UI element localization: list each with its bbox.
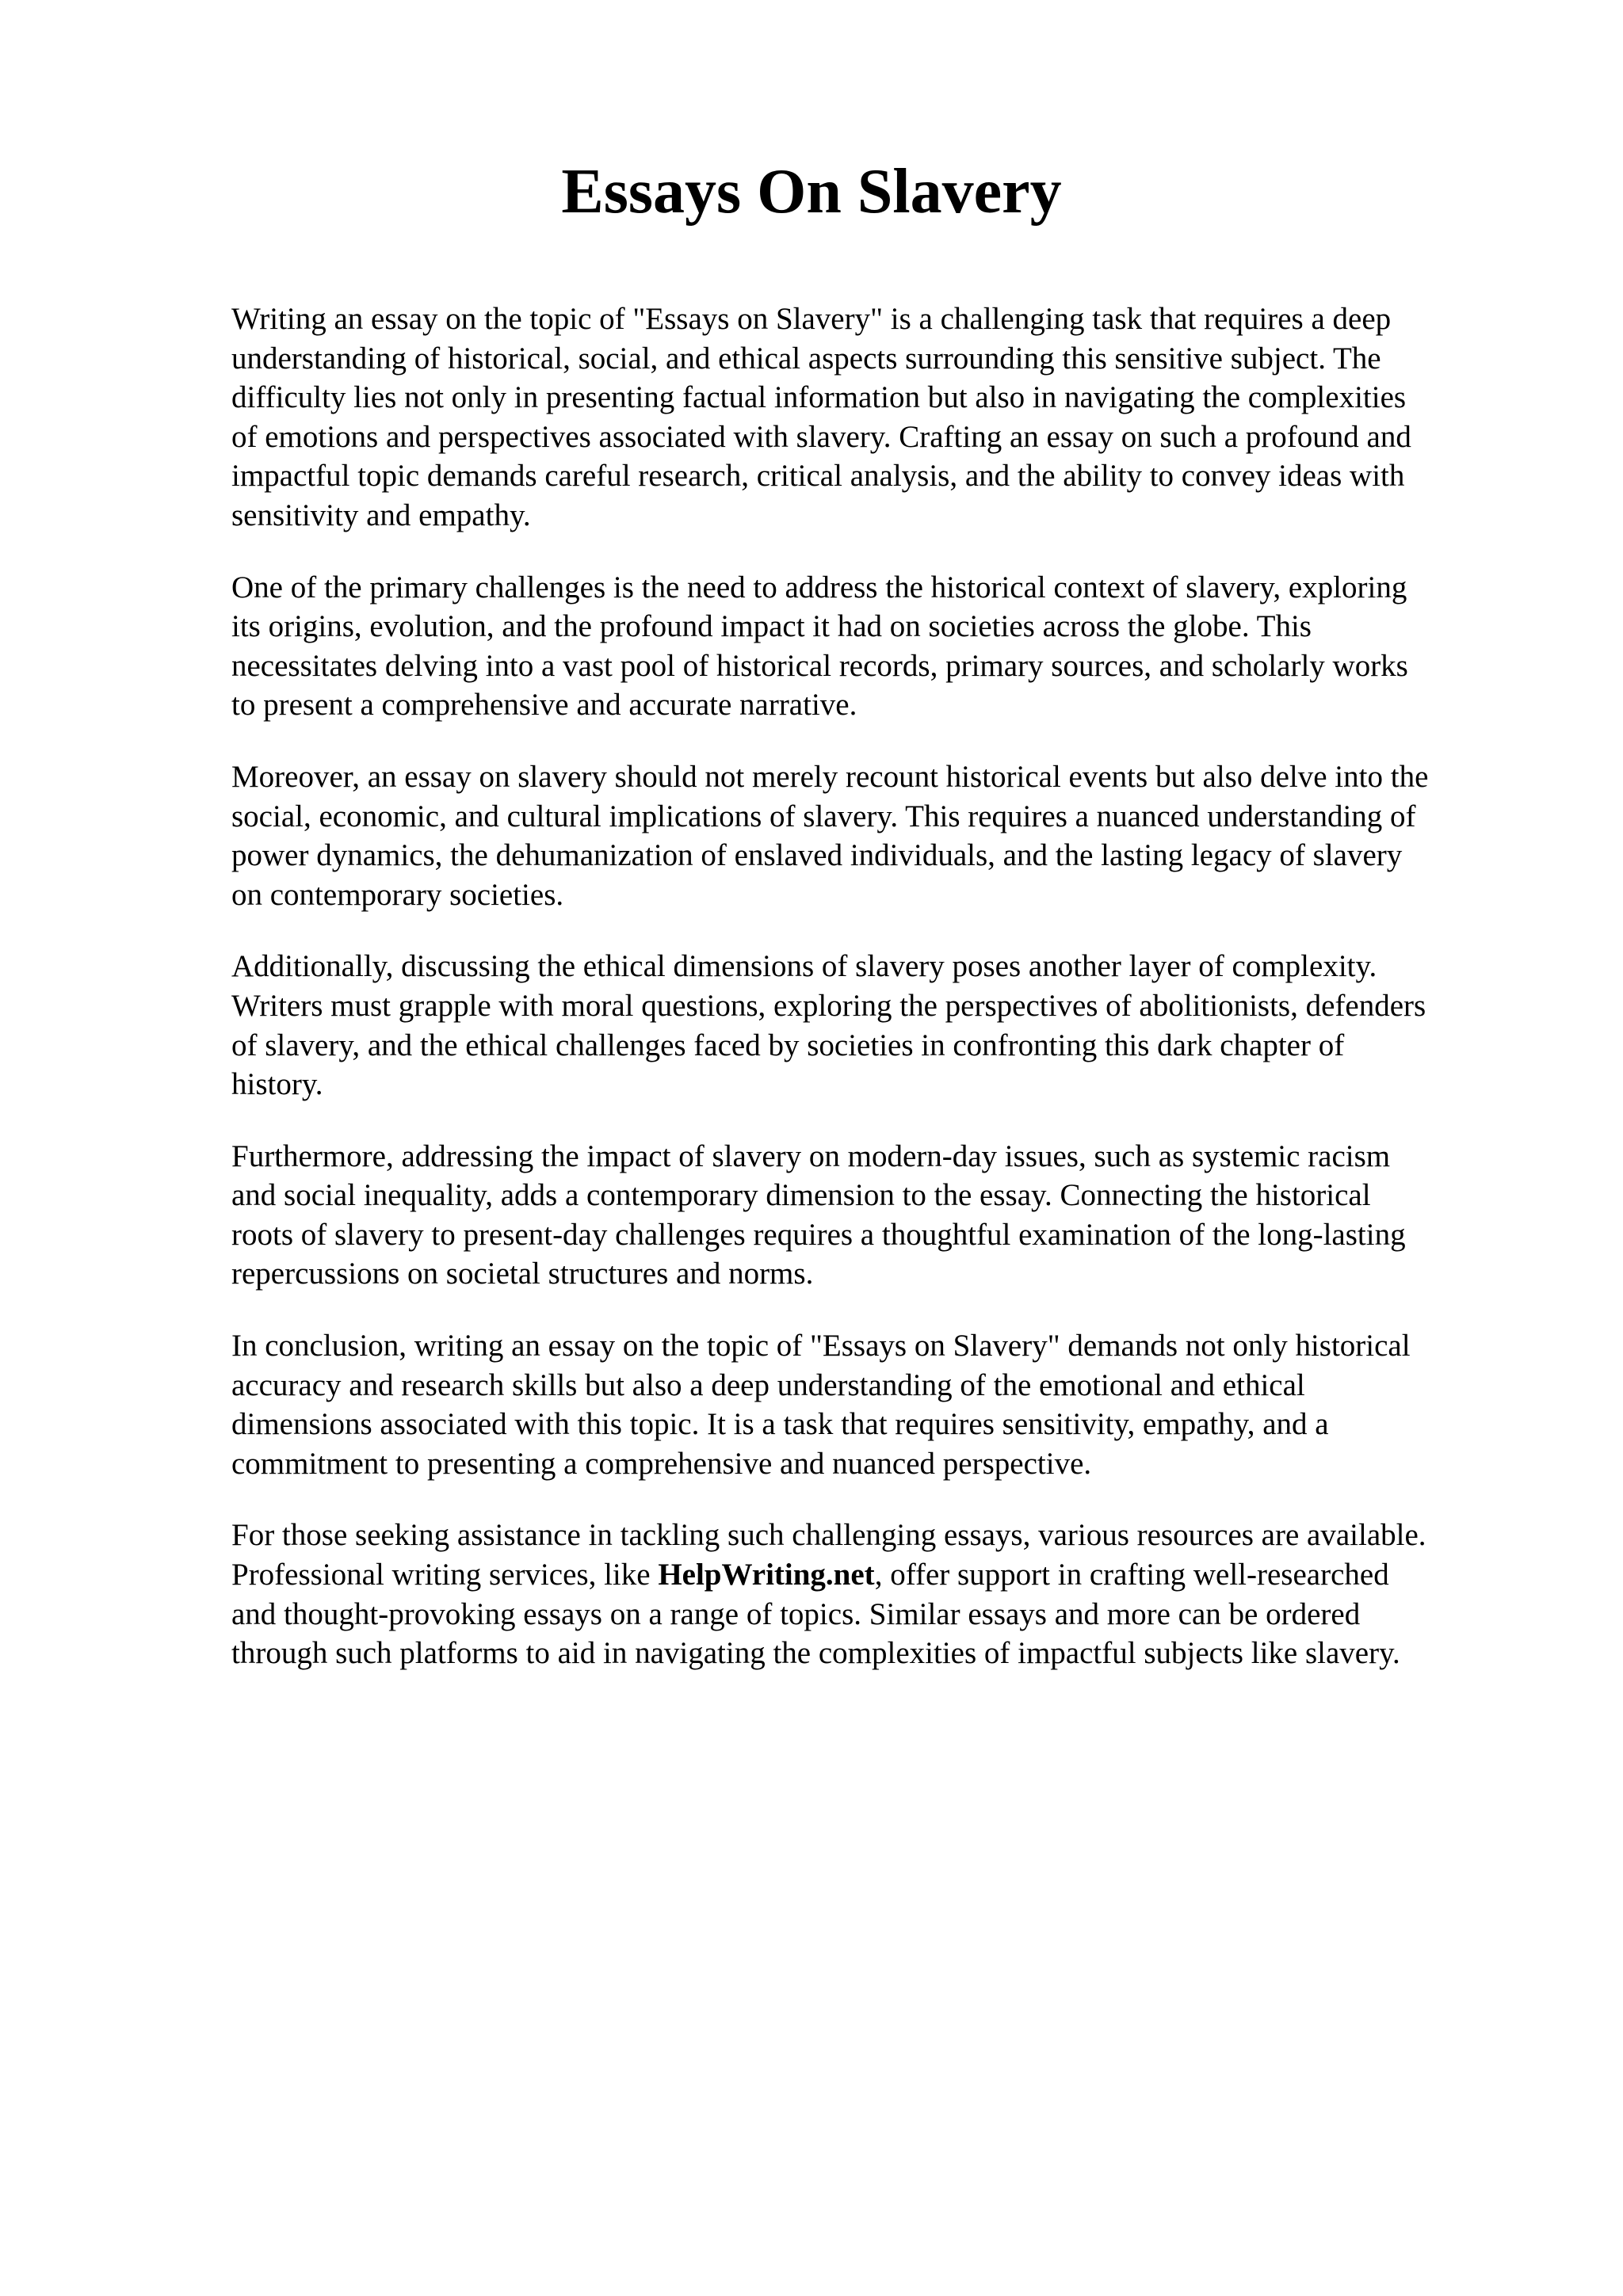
paragraph-line: of slavery, and the ethical challenges faced by societies in confronting this dark chapter of bbox=[231, 1028, 1345, 1062]
paragraph-line: to present a comprehensive and accurate narrative. bbox=[231, 688, 857, 723]
essay-body bbox=[231, 299, 1515, 1706]
paragraph-line: One of the primary challenges is the need to address the historical context of slavery, exploring bbox=[231, 570, 1407, 605]
page-title: Essays On Slavery bbox=[561, 157, 1062, 227]
closing-text-after-brand: , offer support in crafting well-researched bbox=[874, 1558, 1389, 1592]
paragraph-line: In conclusion, writing an essay on the topic of "Essays on Slavery" demands not only historical bbox=[231, 1329, 1411, 1363]
essay-paragraph bbox=[231, 947, 1515, 1104]
paragraph-line: and social inequality, adds a contemporary dimension to the essay. Connecting the historical bbox=[231, 1178, 1371, 1213]
essay-paragraph bbox=[231, 568, 1515, 725]
paragraph-line: For those seeking assistance in tackling such challenging essays, various resources are available. bbox=[231, 1518, 1426, 1553]
paragraph-line: commitment to presenting a comprehensive and nuanced perspective. bbox=[231, 1446, 1092, 1481]
paragraph-line: on contemporary societies. bbox=[231, 877, 564, 912]
paragraph-line: roots of slavery to present-day challenges requires a thoughtful examination of the long-lasting bbox=[231, 1217, 1406, 1252]
essay-paragraph bbox=[231, 757, 1515, 914]
closing-text-before-brand: Professional writing services, like bbox=[231, 1558, 659, 1592]
paragraph-line: difficulty lies not only in presenting factual information but also in navigating the complexities bbox=[231, 380, 1407, 415]
essay-paragraph bbox=[231, 299, 1515, 536]
paragraph-line: and thought-provoking essays on a range of topics. Similar essays and more can be ordered bbox=[231, 1596, 1361, 1631]
paragraph-line: necessitates delving into a vast pool of historical records, primary sources, and scholarly works bbox=[231, 648, 1408, 683]
paragraph-line: Additionally, discussing the ethical dimensions of slavery poses another layer of complexity. bbox=[231, 949, 1377, 984]
paragraph-line: of emotions and perspectives associated with slavery. Crafting an essay on such a profound and bbox=[231, 419, 1411, 454]
closing-paragraph bbox=[231, 1516, 1515, 1672]
paragraph-line: history. bbox=[231, 1067, 323, 1102]
essay-paragraph bbox=[231, 1137, 1515, 1294]
paragraph-line: Moreover, an essay on slavery should not merely recount historical events but also delve into the bbox=[231, 759, 1429, 794]
paragraph-line: through such platforms to aid in navigating the complexities of impactful subjects like slavery. bbox=[231, 1636, 1400, 1671]
paragraph-line: its origins, evolution, and the profound impact it had on societies across the globe. This bbox=[231, 609, 1312, 644]
paragraph-list bbox=[231, 299, 1515, 1483]
paragraph-line: dimensions associated with this topic. It is a task that requires sensitivity, empathy, and a bbox=[231, 1407, 1329, 1442]
paragraph-line: power dynamics, the dehumanization of enslaved individuals, and the lasting legacy of slavery bbox=[231, 838, 1403, 873]
paragraph-line bbox=[231, 1555, 1515, 1595]
brand-name: HelpWriting.net bbox=[658, 1558, 875, 1592]
paragraph-line: impactful topic demands careful research, critical analysis, and the ability to convey ideas with bbox=[231, 459, 1405, 494]
paragraph-line: Furthermore, addressing the impact of slavery on modern-day issues, such as systemic racism bbox=[231, 1138, 1391, 1173]
paragraph-line: Writers must grapple with moral questions, exploring the perspectives of abolitionists, defenders bbox=[231, 988, 1426, 1023]
paragraph-line: understanding of historical, social, and ethical aspects surrounding this sensitive subject. The bbox=[231, 341, 1381, 376]
paragraph-line: Writing an essay on the topic of "Essays on Slavery" is a challenging task that requires a deep bbox=[231, 302, 1392, 336]
paragraph-line: sensitivity and empathy. bbox=[231, 498, 531, 532]
essay-paragraph bbox=[231, 1326, 1515, 1483]
paragraph-line: social, economic, and cultural implications of slavery. This requires a nuanced understanding of bbox=[231, 799, 1416, 833]
paragraph-line: accuracy and research skills but also a deep understanding of the emotional and ethical bbox=[231, 1367, 1305, 1402]
paragraph-line: repercussions on societal structures and norms. bbox=[231, 1257, 814, 1291]
